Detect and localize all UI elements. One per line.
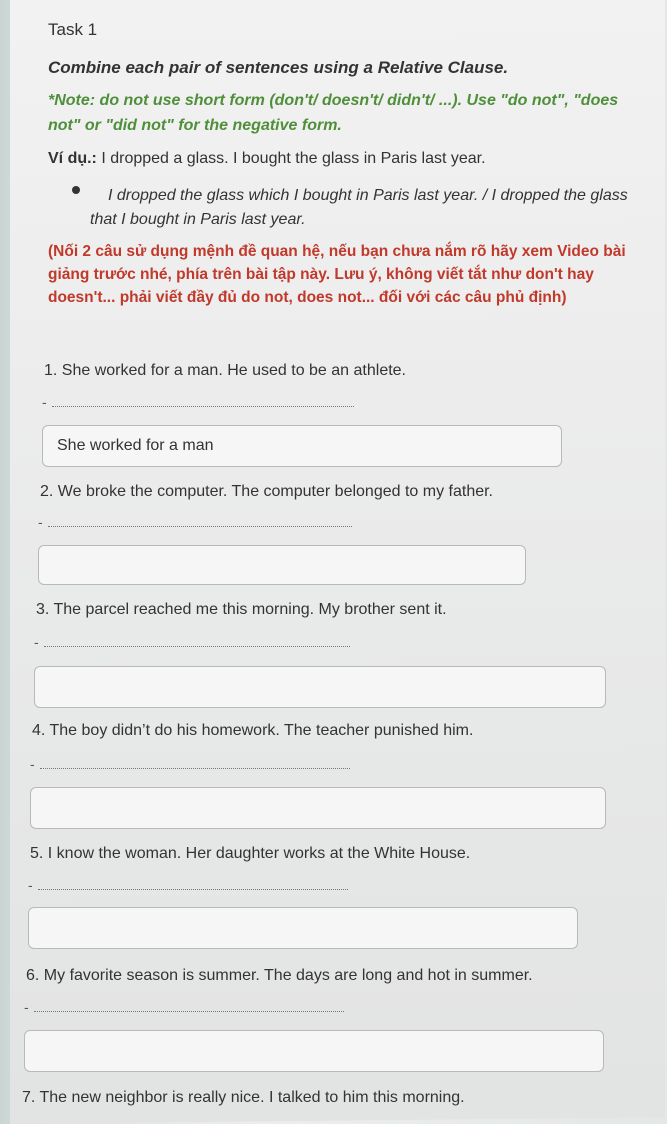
answer-line-2 — [48, 526, 352, 527]
note-text: *Note: do not use short form (don't/ doesn't/ didn't/ ...). Use "do not", "does not" or "did not" for the negative form. — [48, 92, 619, 134]
answer-line-6 — [34, 1011, 344, 1012]
bullet-icon — [72, 186, 80, 194]
question-3: 3. The parcel reached me this morning. My brother sent it. — [36, 601, 447, 618]
question-7: 7. The new neighbor is really nice. I talked to him this morning. — [22, 1089, 465, 1106]
task-title: Task 1 — [48, 20, 98, 39]
example-answer: I dropped the glass which I bought in Paris last year. / I dropped the glass that I bought in Paris last year. — [90, 187, 628, 228]
answer-input-5[interactable] — [28, 907, 578, 949]
vietnamese-note: (Nối 2 câu sử dụng mệnh đề quan hệ, nếu bạn chưa nắm rõ hãy xem Video bài giảng trước nhé, phía trên bài tập này. Lưu ý, không viết tắt như don't hay doesn't... phải viết đầy đủ do not, does not... đối với các câu phủ định) — [48, 243, 626, 306]
question-2: 2. We broke the computer. The computer belonged to my father. — [40, 483, 493, 500]
answer-dash-4: - — [30, 756, 35, 772]
example-label: Ví dụ.: — [48, 150, 97, 167]
answer-input-3[interactable] — [34, 666, 606, 708]
answer-input-2[interactable] — [38, 545, 526, 585]
answer-input-4[interactable] — [30, 787, 606, 829]
example-sentence: I dropped a glass. I bought the glass in Paris last year. — [96, 150, 486, 167]
answer-line-3 — [44, 646, 350, 647]
answer-input-6[interactable] — [24, 1030, 604, 1072]
answer-dash-6: - — [24, 999, 29, 1015]
question-5: 5. I know the woman. Her daughter works at the White House. — [30, 845, 471, 862]
question-1: 1. She worked for a man. He used to be an athlete. — [44, 362, 406, 379]
answer-dash-3: - — [34, 634, 39, 650]
example-line — [48, 150, 486, 168]
question-6: 6. My favorite season is summer. The days are long and hot in summer. — [26, 967, 533, 984]
answer-dash-2: - — [38, 514, 43, 530]
question-4: 4. The boy didn’t do his homework. The teacher punished him. — [32, 722, 474, 739]
answer-dash-5: - — [28, 877, 33, 893]
answer-line-5 — [38, 889, 348, 890]
answer-line-1 — [52, 406, 354, 407]
task-instruction: Combine each pair of sentences using a Relative Clause. — [48, 58, 509, 77]
answer-input-1[interactable]: She worked for a man — [42, 425, 562, 467]
answer-dash-1: - — [42, 394, 47, 410]
answer-line-4 — [40, 768, 350, 769]
